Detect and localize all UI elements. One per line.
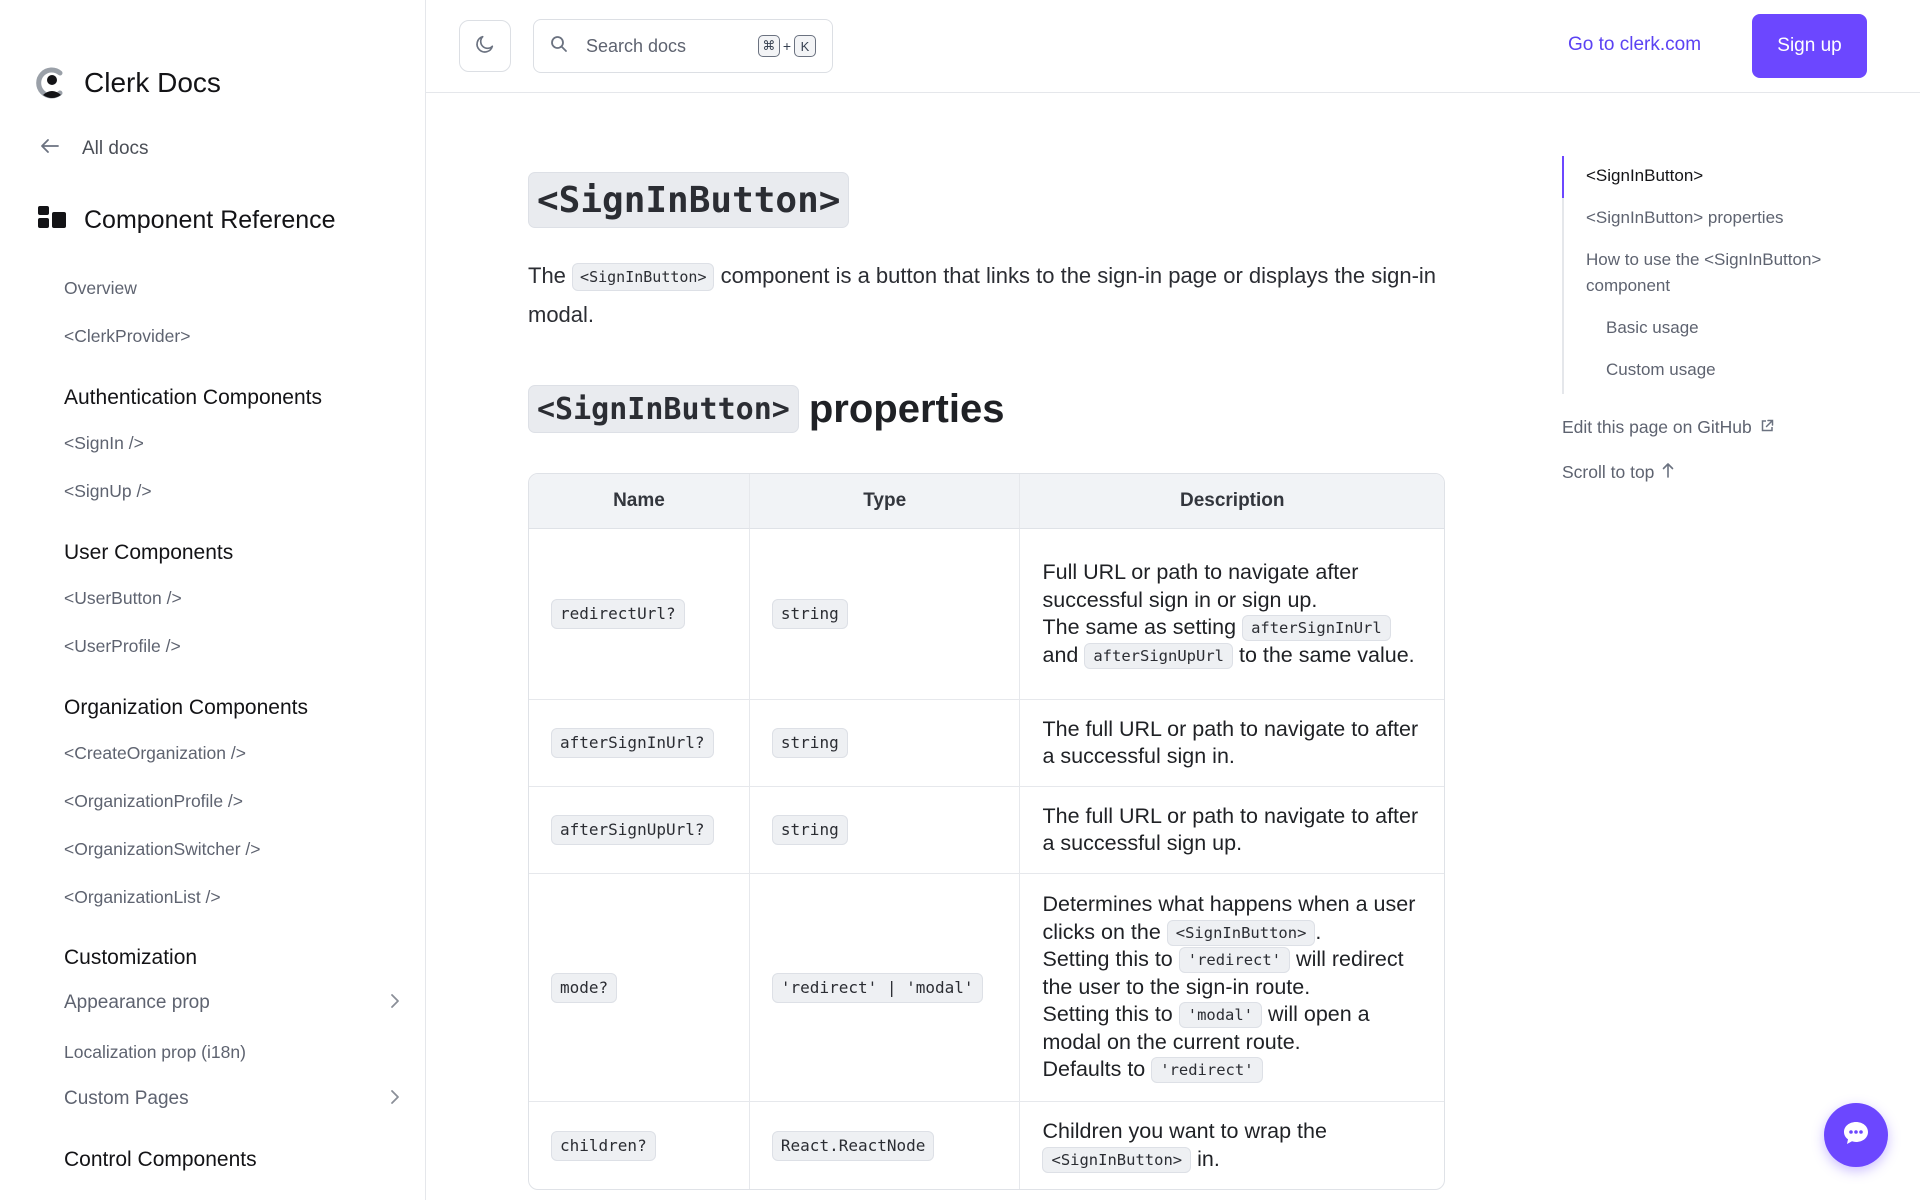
sidebar-item-signin[interactable]: <SignIn /> [64, 433, 144, 453]
description-text: Determines what happens when a user clicks on the [1042, 892, 1422, 944]
chat-support-button[interactable] [1824, 1103, 1888, 1167]
toc-active-indicator [1562, 156, 1564, 198]
sidebar-item-signup[interactable]: <SignUp /> [64, 481, 152, 501]
sidebar-item-userprofile[interactable]: <UserProfile /> [64, 636, 181, 656]
prop-name-code: mode? [551, 973, 617, 1003]
cell-name [529, 786, 749, 873]
top-header [426, 0, 1920, 93]
prop-name-code: afterSignUpUrl? [551, 815, 714, 845]
sidebar-item-organizationlist[interactable]: <OrganizationList /> [64, 887, 221, 907]
chat-bubble-icon [1841, 1118, 1871, 1153]
description-text: Setting this to [1042, 1002, 1179, 1027]
cell-type [749, 529, 1020, 699]
section-heading [38, 206, 336, 235]
sidebar-item-userbutton[interactable]: <UserButton /> [64, 588, 182, 608]
cell-description [1019, 873, 1444, 1101]
prop-type-code: 'redirect' | 'modal' [772, 973, 983, 1003]
table-row [529, 529, 1444, 699]
intro-text-after: component is a button that links to the sign-in page or displays the sign-in modal. [528, 263, 1437, 327]
command-key-hint: ⌘ [758, 35, 780, 57]
cell-description [1019, 699, 1444, 786]
description-text: Setting this to [1042, 947, 1179, 972]
column-header-type: Type [749, 474, 1020, 529]
inline-code: 'redirect' [1179, 947, 1290, 973]
goto-clerk-link[interactable]: Go to clerk.com [1568, 34, 1702, 55]
sidebar-item-organizationprofile[interactable]: <OrganizationProfile /> [64, 791, 243, 811]
external-link-icon [1760, 417, 1774, 438]
brand[interactable] [36, 66, 221, 100]
description-text: The same as setting [1042, 615, 1243, 639]
toc-item-how-to-use[interactable]: How to use the <SignInButton> component [1586, 250, 1822, 295]
sidebar-item-localization-prop[interactable]: Localization prop (i18n) [64, 1042, 246, 1062]
shortcut-plus: + [782, 38, 791, 54]
table-row [529, 1101, 1444, 1189]
sidebar-item-clerkprovider[interactable]: <ClerkProvider> [64, 326, 191, 346]
sidebar-item-createorganization[interactable]: <CreateOrganization /> [64, 743, 246, 763]
inline-code: 'redirect' [1151, 1057, 1262, 1083]
search-placeholder: Search docs [586, 35, 687, 56]
sidebar-item-custom-pages[interactable] [64, 1088, 400, 1110]
description-text: The full URL or path to navigate to after a successful sign in. [1042, 716, 1425, 768]
intro-paragraph [528, 256, 1448, 334]
description-text: Full URL or path to navigate after successful sign in or sign up. [1042, 560, 1365, 612]
sidebar-item-label: Appearance prop [64, 992, 210, 1013]
cell-type [749, 699, 1020, 786]
scroll-to-top-label: Scroll to top [1562, 462, 1655, 482]
prop-type-code: string [772, 728, 848, 758]
cell-type [749, 873, 1020, 1101]
page-title: <SignInButton> [528, 172, 849, 228]
sidebar-group-control: Control Components [64, 1148, 257, 1171]
inline-code: afterSignUpUrl [1084, 643, 1233, 669]
properties-heading-code: <SignInButton> [528, 385, 799, 433]
inline-code: <SignInButton> [1167, 920, 1316, 946]
brand-title: Clerk Docs [84, 67, 221, 98]
table-row [529, 699, 1444, 786]
search-icon [550, 35, 568, 58]
chevron-right-icon [390, 1089, 400, 1110]
components-icon [38, 206, 66, 235]
sidebar-group-authentication: Authentication Components [64, 386, 322, 409]
description-text: Children you want to wrap the [1042, 1119, 1333, 1143]
cell-name [529, 529, 749, 699]
arrow-left-icon [40, 138, 60, 160]
description-text: and [1042, 615, 1397, 667]
description-text: will redirect the user to the sign-in route. [1042, 947, 1410, 999]
intro-text-before: The [528, 263, 566, 288]
edit-on-github-label: Edit this page on GitHub [1562, 417, 1752, 437]
properties-table [528, 473, 1445, 1190]
prop-name-code: redirectUrl? [551, 599, 685, 629]
sidebar-item-label: Custom Pages [64, 1088, 189, 1109]
sidebar-item-appearance-prop[interactable] [64, 992, 400, 1014]
cell-name [529, 699, 749, 786]
sidebar [0, 0, 426, 1200]
inline-code: afterSignInUrl [1242, 615, 1391, 641]
description-text: . [1315, 919, 1322, 944]
prop-name-code: children? [551, 1131, 656, 1161]
sidebar-item-organizationswitcher[interactable]: <OrganizationSwitcher /> [64, 839, 261, 859]
prop-type-code: string [772, 815, 848, 845]
search-input[interactable] [533, 19, 833, 73]
prop-name-code: afterSignInUrl? [551, 728, 714, 758]
prop-type-code: React.ReactNode [772, 1131, 935, 1161]
sidebar-group-organization: Organization Components [64, 696, 308, 719]
toc-item-custom-usage[interactable]: Custom usage [1606, 360, 1716, 379]
table-body [529, 529, 1444, 1189]
cell-name [529, 1101, 749, 1189]
sidebar-group-user: User Components [64, 541, 234, 564]
description-text: Defaults to [1042, 1057, 1152, 1082]
properties-heading-text: properties [808, 386, 1005, 431]
scroll-to-top-link[interactable] [1562, 462, 1674, 483]
clerk-logo-icon [36, 66, 66, 100]
table-row [529, 873, 1444, 1101]
moon-icon [474, 33, 496, 60]
description-text: to the same value. [1233, 642, 1415, 667]
inline-code: <SignInButton> [1042, 1147, 1191, 1173]
toc-item-basic-usage[interactable]: Basic usage [1606, 318, 1699, 337]
all-docs-link[interactable] [40, 138, 149, 160]
sign-up-button[interactable]: Sign up [1752, 14, 1867, 78]
description-text: The full URL or path to navigate to after a successful sign up. [1042, 803, 1425, 855]
sidebar-group-customization: Customization [64, 946, 198, 969]
column-header-name: Name [529, 474, 749, 529]
cell-name [529, 873, 749, 1101]
cell-description [1019, 1101, 1444, 1189]
description-text: will open a modal on the current route. [1042, 1002, 1376, 1054]
description-text: in. [1191, 1146, 1220, 1171]
cell-description [1019, 529, 1444, 699]
theme-toggle-button[interactable] [459, 20, 511, 72]
arrow-up-icon [1662, 462, 1674, 483]
prop-type-code: string [772, 599, 848, 629]
inline-code: <SignInButton> [572, 263, 714, 291]
toc-item-properties[interactable]: <SignInButton> properties [1586, 208, 1784, 227]
properties-heading [528, 385, 1004, 433]
edit-on-github-link[interactable] [1562, 417, 1774, 438]
cell-type [749, 1101, 1020, 1189]
cell-description [1019, 786, 1444, 873]
all-docs-label: All docs [82, 138, 149, 159]
section-heading-label: Component Reference [84, 206, 336, 234]
toc-item-signinbutton[interactable]: <SignInButton> [1586, 166, 1704, 185]
sidebar-item-overview[interactable]: Overview [64, 278, 137, 298]
column-header-description: Description [1019, 474, 1444, 529]
cell-type [749, 786, 1020, 873]
table-row [529, 786, 1444, 873]
inline-code: 'modal' [1179, 1002, 1262, 1028]
table-header-row [529, 474, 1444, 529]
k-key-hint: K [794, 35, 816, 57]
chevron-right-icon [390, 993, 400, 1014]
